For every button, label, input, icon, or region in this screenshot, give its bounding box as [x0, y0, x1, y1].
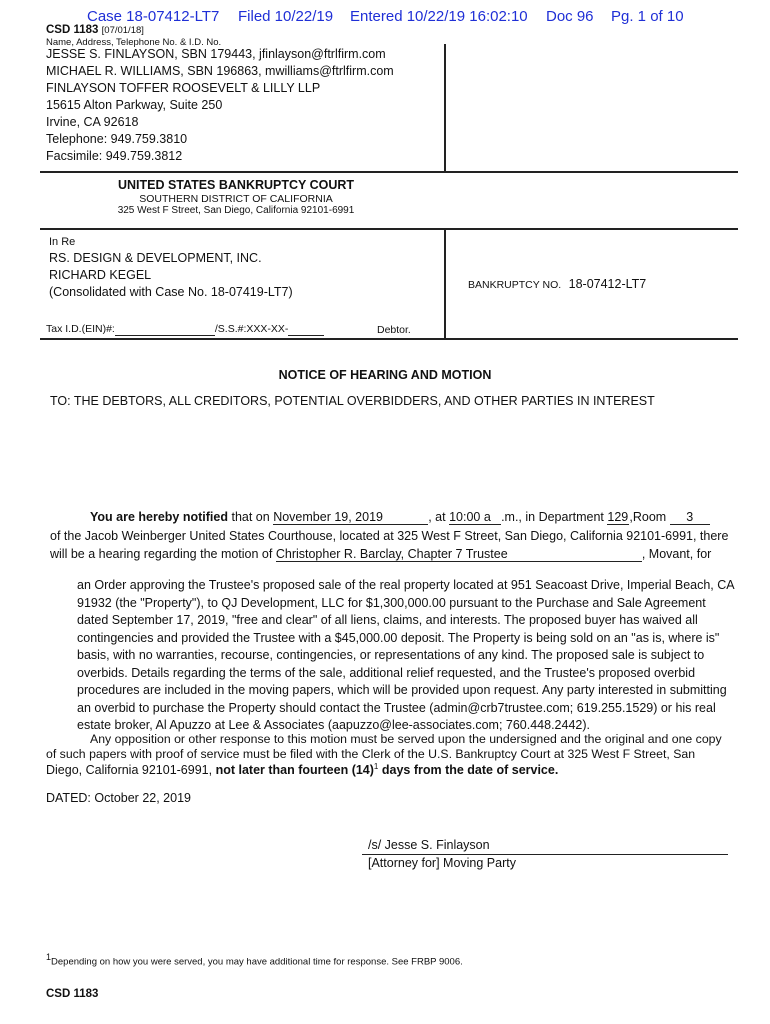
attorney-block	[46, 46, 394, 165]
attorney-line: Facsimile: 949.759.3812	[46, 149, 183, 163]
attorney-line: MICHAEL R. WILLIAMS, SBN 196863, mwilliams@ftrlfirm.com	[46, 64, 394, 78]
ecf-doc: Doc 96	[546, 8, 594, 25]
form-code-line	[46, 24, 144, 36]
opposition-deadline-a: not later than fourteen (14)	[215, 763, 374, 778]
at-text: , at	[428, 510, 446, 524]
opposition-line-2: of such papers with proof of service must be filed with the Clerk of the U.S. Bankruptcy Court at 325 West F Street, San	[46, 747, 696, 761]
court-address: 325 West F Street, San Diego, California 92101-6991	[117, 205, 355, 216]
in-re: In Re	[49, 236, 76, 248]
m-in-dept: .m., in Department	[501, 510, 604, 524]
rule-caption-top	[40, 228, 738, 230]
rule-top	[40, 171, 738, 173]
header-divider	[444, 44, 446, 172]
dated: DATED: October 22, 2019	[46, 791, 191, 805]
department: 129	[607, 510, 629, 524]
form-code: CSD 1183	[46, 24, 99, 36]
that-on: that on	[231, 510, 270, 524]
debtor-line: RICHARD KEGEL	[49, 268, 152, 282]
bankruptcy-no: 18-07412-LT7	[568, 277, 647, 291]
opposition-line-3	[46, 762, 558, 777]
footnote-ref: 1	[373, 762, 379, 771]
attorney-line: 15615 Alton Parkway, Suite 250	[46, 98, 223, 112]
tax-id-blank	[115, 323, 215, 336]
line3-pre: will be a hearing regarding the motion of	[50, 547, 273, 561]
signature: /s/ Jesse S. Finlayson	[368, 838, 490, 852]
room: 3	[670, 510, 710, 525]
tax-id-line	[46, 323, 324, 336]
rule-caption-bottom	[40, 338, 738, 340]
form-rev: [07/01/18]	[101, 25, 144, 36]
motion-text: an Order approving the Trustee's proposed sale of the real property located at 951 Seacoast Drive, Imperial Beach, CA 91932 (the "Property"), to QJ Development, LLC for $1,300,000.00 pursuant to the Purchase and Sale Agreement dated September 17, 2019, "free and clear" of all liens, claims, and interests. The proposed buyer has waived all contingencies and provided the Trustee with a $45,000.00 deposit. The Property is being sold on an "as is, where is" basis, with no warranties, recourse, contingencies, or representations of any kind. The proposed sale is subject to overbids. Details regarding the terms of the sale, additional relief requested, and the Trustee's proposed overbid procedures are included in the moving papers, which will be provided upon request. Any party interested in submitting an overbid to purchase the Property should contact the Trustee (admin@crb7trustee.com; 619.255.1529) or his real estate broker, Al Apuzzo at Lee & Associates (aapuzzo@lee-associates.com; 760.448.2442).	[77, 578, 734, 732]
bankruptcy-no-label: BANKRUPTCY NO.	[468, 279, 562, 291]
attorney-line: JESSE S. FINLAYSON, SBN 179443, jfinlayson@ftrlfirm.com	[46, 47, 386, 61]
debtor-line: (Consolidated with Case No. 18-07419-LT7)	[49, 285, 293, 299]
hearing-time: 10:00 a	[449, 510, 501, 525]
movant: Christopher R. Barclay, Chapter 7 Trustee	[276, 547, 642, 562]
hearing-date: November 19, 2019	[273, 510, 428, 525]
tax-id-label: Tax I.D.(EIN)#:	[46, 323, 115, 335]
signature-role: [Attorney for] Moving Party	[368, 856, 516, 870]
debtor-block	[49, 250, 293, 301]
footnote-text: Depending on how you were served, you may have additional time for response. See FRBP 9006.	[51, 956, 463, 968]
hearing-line-2: of the Jacob Weinberger United States Courthouse, located at 325 West F Street, San Diego, California 92101-6991, there	[50, 529, 729, 543]
ecf-case: Case 18-07412-LT7	[87, 8, 220, 25]
ss-label: /S.S.#:XXX-XX-	[214, 323, 289, 335]
to-line: TO: THE DEBTORS, ALL CREDITORS, POTENTIAL OVERBIDDERS, AND OTHER PARTIES IN INTEREST	[50, 394, 655, 408]
attorney-line: Telephone: 949.759.3810	[46, 132, 188, 146]
signature-line	[362, 854, 728, 855]
hereby-notified: You are hereby notified	[90, 510, 228, 524]
hearing-line-1	[90, 510, 710, 525]
attorney-line: FINLAYSON TOFFER ROOSEVELT & LILLY LLP	[46, 81, 321, 95]
opposition-line-1: Any opposition or other response to this motion must be served upon the undersigned and the original and one copy	[90, 732, 722, 746]
attorney-label: Name, Address, Telephone No. & I.D. No.	[46, 37, 222, 48]
footnote-mark: 1	[46, 952, 52, 962]
opposition-deadline-b: days from the date of service.	[381, 763, 559, 778]
line3-post: , Movant, for	[641, 547, 712, 561]
ecf-filed: Filed 10/22/19	[238, 8, 334, 25]
debtor-line: RS. DESIGN & DEVELOPMENT, INC.	[49, 251, 262, 265]
ecf-page: Pg. 1 of 10	[611, 8, 684, 25]
debtor-label: Debtor.	[377, 324, 411, 336]
ss-blank	[288, 323, 324, 336]
bankruptcy-no-line	[468, 275, 646, 293]
court-name: UNITED STATES BANKRUPTCY COURT	[117, 178, 355, 192]
court-district: SOUTHERN DISTRICT OF CALIFORNIA	[139, 193, 333, 205]
notice-title: NOTICE OF HEARING AND MOTION	[278, 368, 492, 382]
hearing-line-3	[50, 547, 711, 562]
room-label: ,Room	[629, 510, 667, 524]
opposition-pre: Diego, California 92101-6991,	[46, 763, 213, 778]
footnote	[46, 952, 463, 967]
footer-form-code: CSD 1183	[46, 988, 99, 1000]
ecf-entered: Entered 10/22/19 16:02:10	[350, 8, 528, 25]
caption-divider	[444, 228, 446, 340]
attorney-line: Irvine, CA 92618	[46, 115, 139, 129]
